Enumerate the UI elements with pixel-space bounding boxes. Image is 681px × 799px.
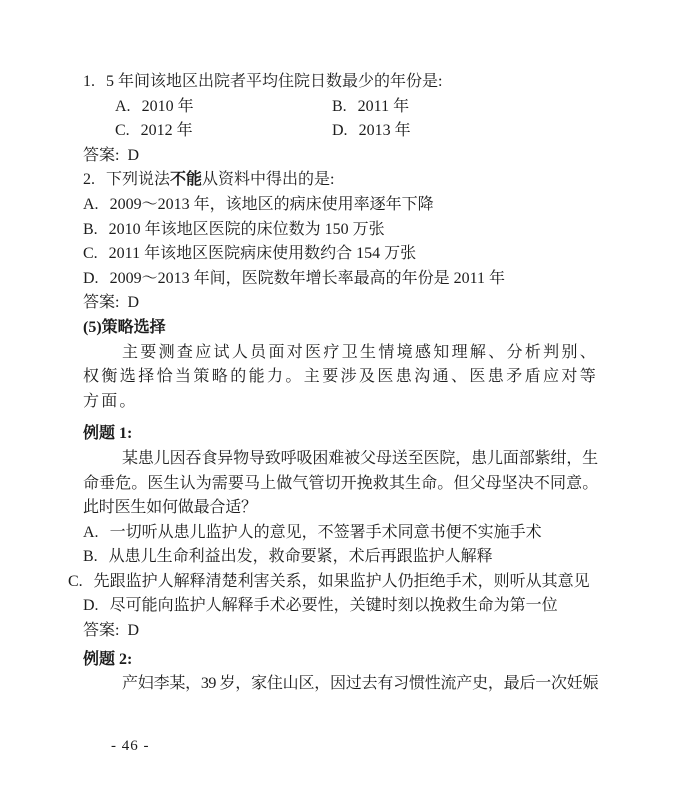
option-label: B. xyxy=(83,220,98,238)
option-text: 先跟监护人解释清楚利害关系，如果监护人仍拒绝手术，则听从其意见 xyxy=(93,572,590,590)
page-number: - 46 - xyxy=(111,738,150,754)
option-label: B. xyxy=(83,548,98,566)
question-1-option-d xyxy=(332,119,598,144)
option-label: D. xyxy=(83,597,99,615)
option-text: 2009～2013 年间，医院数年增长率最高的年份是 2011 年 xyxy=(109,269,505,287)
question-2-option-c xyxy=(83,242,598,267)
option-label: C. xyxy=(115,122,130,140)
answer-label: 答案: xyxy=(83,622,120,640)
example-1-option-a xyxy=(83,521,598,546)
example-1-option-d xyxy=(83,594,598,619)
question-1-option-b xyxy=(332,95,598,120)
option-label: A. xyxy=(83,195,99,213)
option-label: D. xyxy=(83,269,99,287)
option-label: B. xyxy=(332,97,347,115)
question-2-stem-suffix: 从资料中得出的是: xyxy=(202,171,335,189)
question-2-answer xyxy=(83,291,598,316)
question-1-number: 1. xyxy=(83,73,95,90)
section-5-intro: 主要测查应试人员面对医疗卫生情境感知理解、分析判别、权衡选择恰当策略的能力。主要涉及医患沟通、医患矛盾应对等方面。 xyxy=(83,343,598,410)
section-5-heading: (5)策略选择 xyxy=(83,318,166,336)
option-text: 2011 年 xyxy=(357,97,410,115)
example-2-body: 产妇李某，39 岁，家住山区，因过去有习惯性流产史，最后一次妊娠 xyxy=(122,675,598,693)
question-1-answer xyxy=(83,144,598,169)
example-1-heading: 例题 1: xyxy=(83,425,133,443)
question-2-option-b xyxy=(83,218,598,243)
option-label: C. xyxy=(83,245,98,263)
option-label: A. xyxy=(83,523,99,541)
question-2-number: 2. xyxy=(83,171,95,189)
option-text: 2013 年 xyxy=(358,122,411,140)
option-text: 2009～2013 年，该地区的病床使用率逐年下降 xyxy=(109,195,434,213)
question-1-option-a xyxy=(115,95,332,120)
example-1-body: 某患儿因吞食异物导致呼吸困难被父母送至医院，患儿面部紫绀，生命垂危。医生认为需要马上做气管切开挽救其生命。但父母坚决不同意。此时医生如何做最合适？ xyxy=(83,449,598,517)
option-label: C. xyxy=(68,572,83,590)
option-text: 2011 年该地区医院病床使用数约合 154 万张 xyxy=(108,245,417,263)
option-text: 一切听从患儿监护人的意见，不签署手术同意书便不实施手术 xyxy=(109,523,542,541)
option-label: A. xyxy=(115,97,131,115)
answer-value: D xyxy=(127,146,140,164)
example-2-heading: 例题 2: xyxy=(83,650,133,668)
answer-value: D xyxy=(127,294,140,312)
question-1-option-c xyxy=(115,119,332,144)
option-text: 2010 年 xyxy=(141,97,194,115)
question-2-stem xyxy=(83,168,598,193)
question-1-options xyxy=(83,95,598,144)
option-text: 2012 年 xyxy=(140,122,193,140)
question-2-stem-prefix: 下列说法 xyxy=(106,171,171,189)
question-2-stem-bold: 不能 xyxy=(170,171,203,189)
example-1-option-b xyxy=(83,545,598,570)
option-text: 尽可能向监护人解释手术必要性，关键时刻以挽救生命为第一位 xyxy=(109,597,558,615)
example-1-option-c xyxy=(68,570,598,595)
answer-value: D xyxy=(127,622,140,640)
option-text: 从患儿生命利益出发，救命要紧，术后再跟监护人解释 xyxy=(108,548,493,566)
option-label: D. xyxy=(332,122,348,140)
answer-label: 答案: xyxy=(83,146,120,164)
question-1-stem xyxy=(83,70,598,95)
option-text: 2010 年该地区医院的床位数为 150 万张 xyxy=(108,220,385,238)
question-2-option-d xyxy=(83,267,598,292)
question-2-option-a xyxy=(83,193,598,218)
example-1-answer xyxy=(83,619,598,644)
question-1-stem-text: 5 年间该地区出院者平均住院日数最少的年份是: xyxy=(106,73,443,90)
answer-label: 答案: xyxy=(83,294,120,312)
page-content xyxy=(68,70,598,697)
